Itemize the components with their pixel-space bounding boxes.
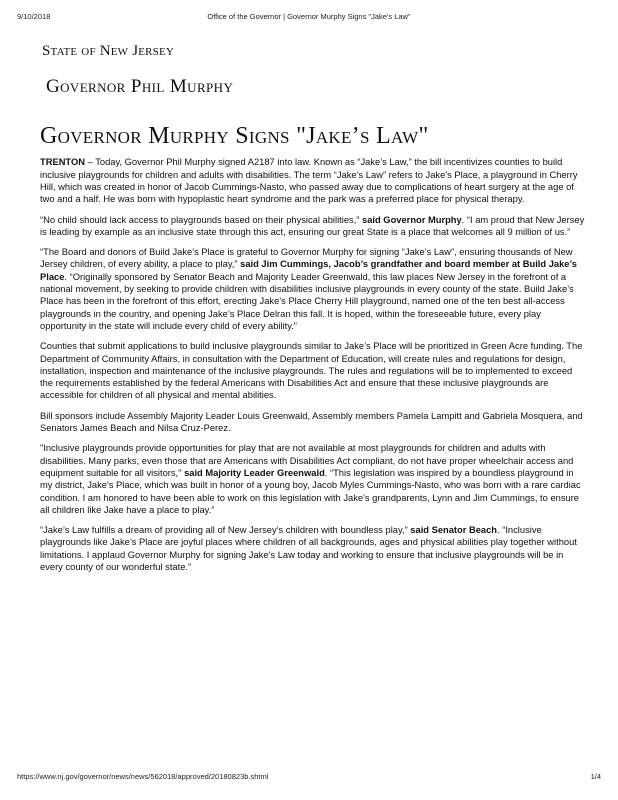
article-paragraph-3: “The Board and donors of Build Jake’s Place is grateful to Governor Murphy for signing “Jake’s Law”, ensuring thousands of New Jersey children, of every ability, a place to play,” said Jim Cummings, Jacob’s grandfather and board member at Build Jake’s Place. “Originally sponsored by Senator Beach and Majority Leader Greenwald, this law places New Jersey in the forefront of a national movement, by seeking to provide children with disabilities inclusive playgrounds in every county of the state. Build Jake’s Place has been in the forefront of this effort, erecting Jake’s Place Cherry Hill playground, named one of the ten best all-access playgrounds in the country, and opening Jake’s Place Delran this fall. It is hoped, within the foreseeable future, every play opportunity in the state will include every child of every ability.” [40,247,577,331]
article-paragraph-2: “No child should lack access to playgrounds based on their physical abilities,” said Governor Murphy. “I am proud that New Jersey is leading by example as an inclusive state through this act, ensuring our great State is a place that welcomes all 9 million of us.” [40,214,585,237]
dateline: TRENTON [40,157,85,168]
state-name-link[interactable]: State of New Jersey [42,43,175,59]
print-page-title: Office of the Governor | Governor Murphy Signs "Jake's Law" [207,12,411,21]
print-date: 9/10/2018 [17,12,51,21]
quote-attribution: said Jim Cummings, Jacob’s grandfather and board member at Build Jake’s Place [40,259,577,282]
article-paragraph-4: Counties that submit applications to build inclusive playgrounds similar to Jake’s Place will be prioritized in Green Acre funding. The Department of Community Affairs, in consultation with the Department of Education, will create rules and regulations for design, installation, inspection and maintenance of the inclusive playgrounds. The rules and regulations will be to implemented to exceed the requirements established by the federal Americans with Disabilities Act and ensure that these inclusive playgrounds are accessible for children of all physical and mental abilities. [40,341,583,401]
quote-attribution: said Governor Murphy [362,214,462,225]
print-page-number: 1/4 [590,772,601,781]
article-paragraph-6: "Inclusive playgrounds provide opportunities for play that are not available at most playgrounds for children and adults with disabilities. Many parks, even those that are Americans with Disabilities Act compliant, do not have proper wheelchair access and equipment suitable for all visitors," said Majority Leader Greenwald. “This legislation was inspired by a boundless playground in my district, Jake's Place, which was built in honor of a young boy, Jacob Myles Cummings-Nasto, who was born with a rare cardiac condition. I am honored to have been able to work on this legislation with Jake's grandparents, Lynn and Jim Cummings, to ensure all children like Jake have a place to play.” [40,443,581,515]
quote-attribution: said Senator Beach [410,525,498,536]
article-paragraph-5: Bill sponsors include Assembly Majority Leader Louis Greenwald, Assembly members Pamela Lampitt and Gabriela Mosquera, and Senators James Beach and Nilsa Cruz-Perez. [40,410,583,434]
governor-name-link[interactable]: Governor Phil Murphy [46,76,234,97]
article-paragraph-7: “Jake’s Law fulfills a dream of providing all of New Jersey’s children with boundless play,” said Senator Beach. “Inclusive playgrounds like Jake’s Place are joyful places where children of all backgrounds, ages and physical abilities play together without limitations. I applaud Governor Murphy for signing Jake’s Law today and working to ensure that inclusive playgrounds will be in every county of our wonderful state.” [40,525,577,572]
article [40,123,586,581]
print-url: https://www.nj.gov/governor/news/news/562018/approved/20180823b.shtml [17,772,269,781]
article-paragraph-1: TRENTON – Today, Governor Phil Murphy signed A2187 into law. Known as “Jake’s Law,” the bill incentivizes counties to build inclusive playgrounds for children and adults with disabilities. The term “Jake’s Law” refers to Jake’s Place, a playground in Cherry Hill, which was created in honor of Jacob Cummings-Nasto, who passed away due to complications of heart surgery at the age of two and a half. He was born with hypoplastic heart syndrome and the park was a preferred place for physical therapy. [40,157,578,205]
article-headline: Governor Murphy Signs "Jake’s Law" [40,123,429,149]
quote-attribution: said Majority Leader Greenwald [184,467,325,478]
